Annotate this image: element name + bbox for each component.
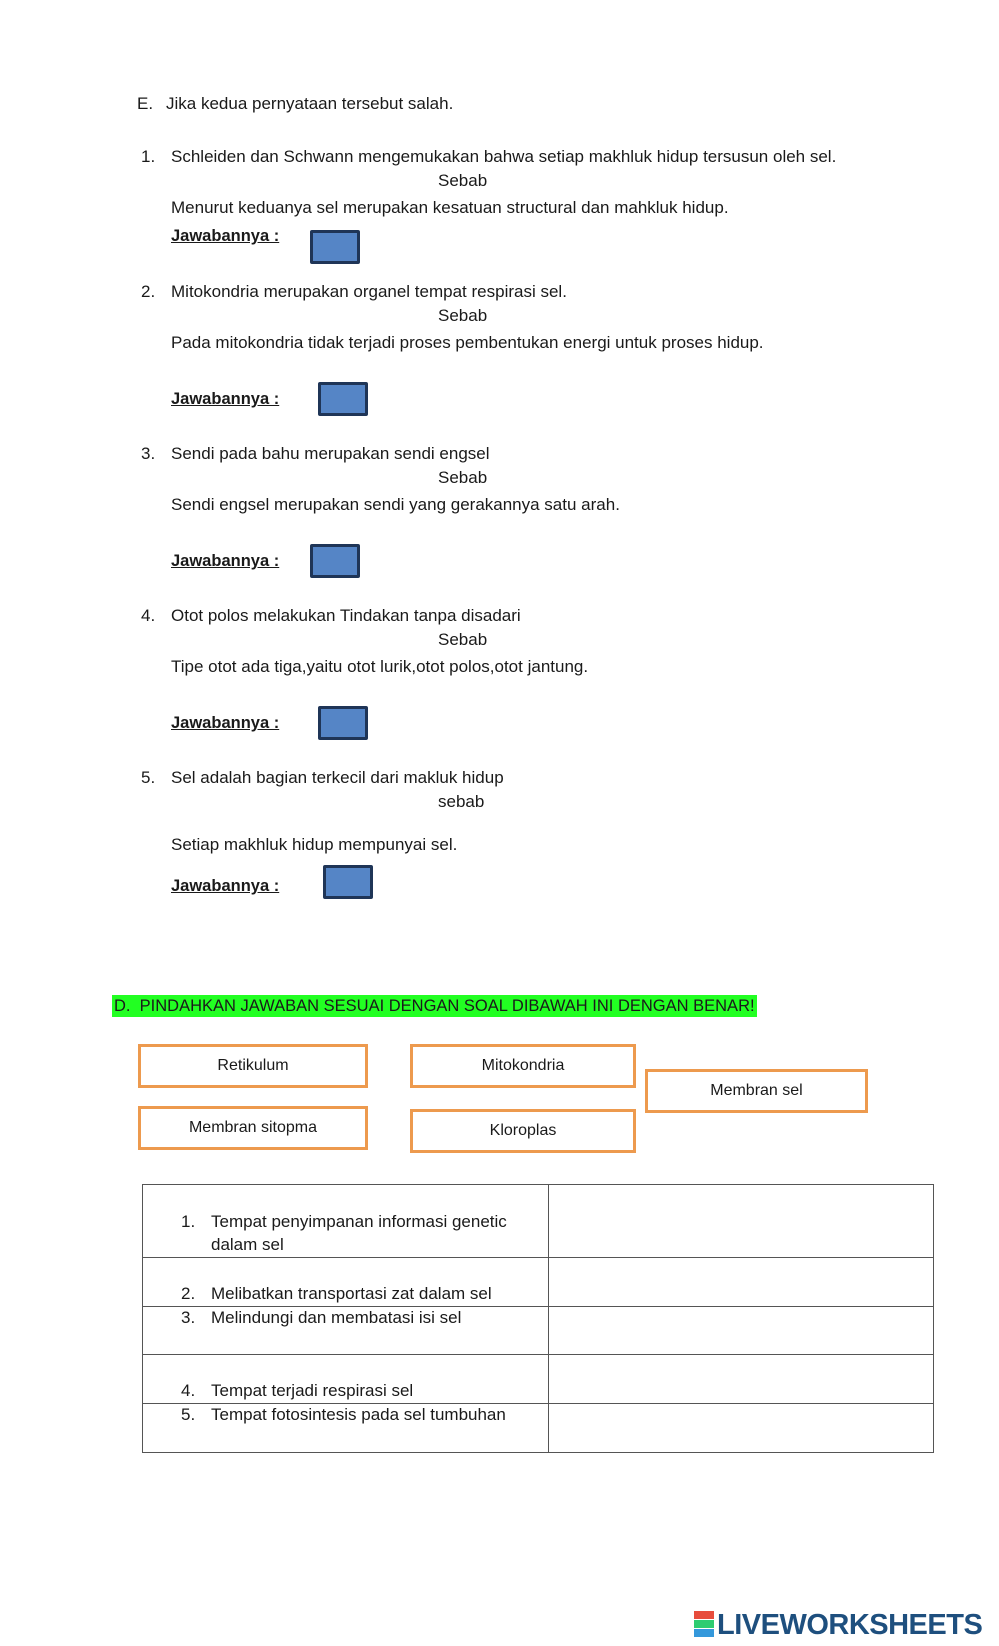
table-item-1-text: Tempat penyimpanan informasi genetic — [211, 1212, 507, 1231]
option-e-text: Jika kedua pernyataan tersebut salah. — [166, 94, 454, 113]
brand-name: LIVEWORKSHEETS — [717, 1609, 983, 1641]
question-3-sebab: Sebab — [438, 468, 488, 487]
question-5-answer-label: Jawabannya : — [171, 877, 280, 895]
question-3-reason: Sendi engsel merupakan sendi yang gerakannya satu arah. — [171, 495, 620, 514]
question-2-number: 2. — [141, 282, 156, 301]
question-5-answer-box[interactable] — [323, 865, 373, 899]
question-1-number: 1. — [141, 147, 156, 166]
table-item-5-number: 5. — [181, 1405, 196, 1424]
drop-zone-1[interactable] — [549, 1185, 933, 1257]
question-4-number: 4. — [141, 606, 156, 625]
question-5-reason: Setiap makhluk hidup mempunyai sel. — [171, 835, 458, 854]
section-d-marker: D. — [114, 997, 131, 1015]
question-4-answer-label: Jawabannya : — [171, 714, 280, 732]
table-item-1-text-cont: dalam sel — [211, 1235, 284, 1254]
table-item-3-text: Melindungi dan membatasi isi sel — [211, 1308, 462, 1327]
question-1-reason: Menurut keduanya sel merupakan kesatuan structural dan mahkluk hidup. — [171, 198, 729, 217]
question-2-reason: Pada mitokondria tidak terjadi proses pembentukan energi untuk proses hidup. — [171, 333, 764, 352]
table-item-4-text: Tempat terjadi respirasi sel — [211, 1381, 414, 1400]
drop-zone-3[interactable] — [549, 1307, 933, 1354]
question-5-number: 5. — [141, 768, 156, 787]
question-1-answer-box[interactable] — [310, 230, 360, 264]
question-2-answer-label: Jawabannya : — [171, 390, 280, 408]
question-1-answer-label: Jawabannya : — [171, 227, 280, 245]
question-5-statement: Sel adalah bagian terkecil dari makluk hidup — [171, 768, 504, 787]
section-d-heading — [112, 995, 757, 1017]
question-3-statement: Sendi pada bahu merupakan sendi engsel — [171, 444, 490, 463]
option-membran-sel[interactable]: Membran sel — [645, 1069, 868, 1113]
drop-zone-5[interactable] — [549, 1404, 933, 1452]
question-4-answer-box[interactable] — [318, 706, 368, 740]
table-item-2-text: Melibatkan transportasi zat dalam sel — [211, 1284, 492, 1303]
option-retikulum[interactable]: Retikulum — [138, 1044, 368, 1088]
option-kloroplas[interactable]: Kloroplas — [410, 1109, 636, 1153]
question-1-sebab: Sebab — [438, 171, 488, 190]
table-item-3-number: 3. — [181, 1308, 196, 1327]
option-membran-sitopma[interactable]: Membran sitopma — [138, 1106, 368, 1150]
logo-bar-blue — [694, 1629, 714, 1637]
drop-zone-4[interactable] — [549, 1355, 933, 1403]
question-1-statement: Schleiden dan Schwann mengemukakan bahwa setiap makhluk hidup tersusun oleh sel. — [171, 147, 837, 166]
table-item-4-number: 4. — [181, 1381, 196, 1400]
section-d-title: PINDAHKAN JAWABAN SESUAI DENGAN SOAL DIBAWAH INI DENGAN BENAR! — [139, 997, 755, 1015]
question-2-answer-box[interactable] — [318, 382, 368, 416]
logo-bar-red — [694, 1611, 714, 1619]
question-3-answer-label: Jawabannya : — [171, 552, 280, 570]
logo-bar-green — [694, 1620, 714, 1628]
table-item-5-text: Tempat fotosintesis pada sel tumbuhan — [211, 1405, 506, 1424]
question-5-sebab: sebab — [438, 792, 485, 811]
question-4-statement: Otot polos melakukan Tindakan tanpa disadari — [171, 606, 521, 625]
question-2-statement: Mitokondria merupakan organel tempat respirasi sel. — [171, 282, 567, 301]
matching-table — [142, 1184, 934, 1453]
question-4-sebab: Sebab — [438, 630, 488, 649]
table-item-1-number: 1. — [181, 1212, 196, 1231]
logo-mark-icon — [694, 1610, 714, 1638]
question-2-sebab: Sebab — [438, 306, 488, 325]
question-3-number: 3. — [141, 444, 156, 463]
table-item-2-number: 2. — [181, 1284, 196, 1303]
drop-zone-2[interactable] — [549, 1258, 933, 1306]
liveworksheets-logo — [694, 1609, 982, 1642]
question-3-answer-box[interactable] — [310, 544, 360, 578]
option-mitokondria[interactable]: Mitokondria — [410, 1044, 636, 1088]
option-e-marker: E. — [137, 94, 154, 113]
question-4-reason: Tipe otot ada tiga,yaitu otot lurik,otot polos,otot jantung. — [171, 657, 589, 676]
